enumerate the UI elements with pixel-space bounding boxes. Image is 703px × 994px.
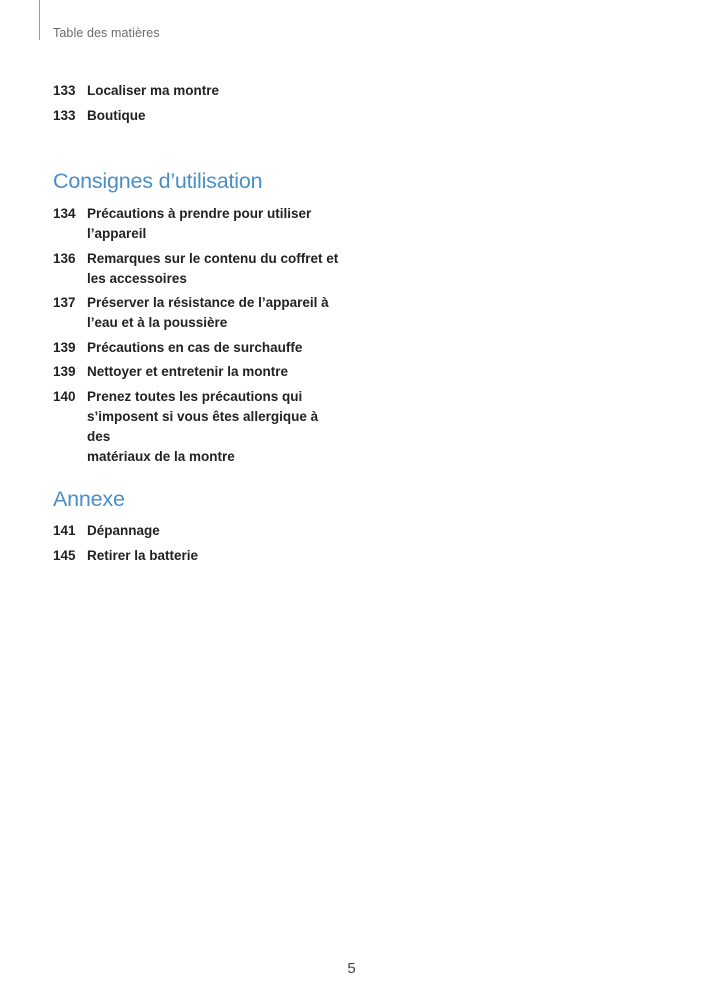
toc-entry-page: 134 (53, 206, 76, 221)
header-divider-line (39, 0, 40, 40)
toc-entry-precautions[interactable] (53, 204, 343, 244)
header-title: Table des matières (53, 26, 160, 40)
toc-entry-title: Dépannage (87, 523, 160, 538)
toc-group-consignes (53, 204, 343, 471)
toc-entry-remarques[interactable] (53, 249, 343, 289)
toc-entry-page: 136 (53, 250, 76, 266)
toc-entry-batterie[interactable] (53, 546, 343, 566)
toc-entry-page: 133 (53, 107, 76, 123)
toc-entry-nettoyer[interactable] (53, 362, 343, 382)
toc-entry-title: Remarques sur le contenu du coffret et les accessoires (87, 250, 339, 286)
toc-entry-surchauffe[interactable] (53, 338, 343, 358)
toc-entry-title: Boutique (87, 107, 146, 123)
toc-entry-resistance[interactable] (53, 293, 343, 333)
toc-entry-title: Nettoyer et entretenir la montre (87, 364, 289, 379)
toc-entry-localiser[interactable] (53, 81, 343, 101)
toc-entry-page: 140 (53, 388, 76, 404)
toc-entry-page: 139 (53, 364, 76, 379)
toc-entry-title: Retirer la batterie (87, 547, 199, 563)
toc-entry-title: Prenez toutes les précautions qui s’imposent si vous êtes allergique à des matériaux de la montre (87, 388, 319, 464)
toc-entry-title: Préserver la résistance de l’appareil à l’eau et à la poussière (87, 295, 329, 330)
toc-entry-page: 137 (53, 295, 76, 310)
toc-entry-page: 141 (53, 523, 76, 538)
section-heading-consignes: Consignes d’utilisation (53, 169, 263, 193)
toc-entry-depannage[interactable] (53, 521, 343, 541)
page-number: 5 (347, 960, 356, 977)
toc-entry-title: Précautions à prendre pour utiliser l’appareil (87, 206, 312, 241)
toc-entry-title: Localiser ma montre (87, 83, 220, 98)
toc-entry-title: Précautions en cas de surchauffe (87, 339, 303, 355)
toc-entry-page: 145 (53, 547, 76, 563)
toc-entry-boutique[interactable] (53, 106, 343, 126)
toc-entry-allergie[interactable] (53, 387, 343, 467)
toc-group-top (53, 81, 343, 130)
toc-group-annexe (53, 521, 343, 570)
section-heading-annexe: Annexe (53, 487, 125, 511)
toc-entry-page: 133 (53, 83, 76, 98)
toc-entry-page: 139 (53, 339, 76, 355)
